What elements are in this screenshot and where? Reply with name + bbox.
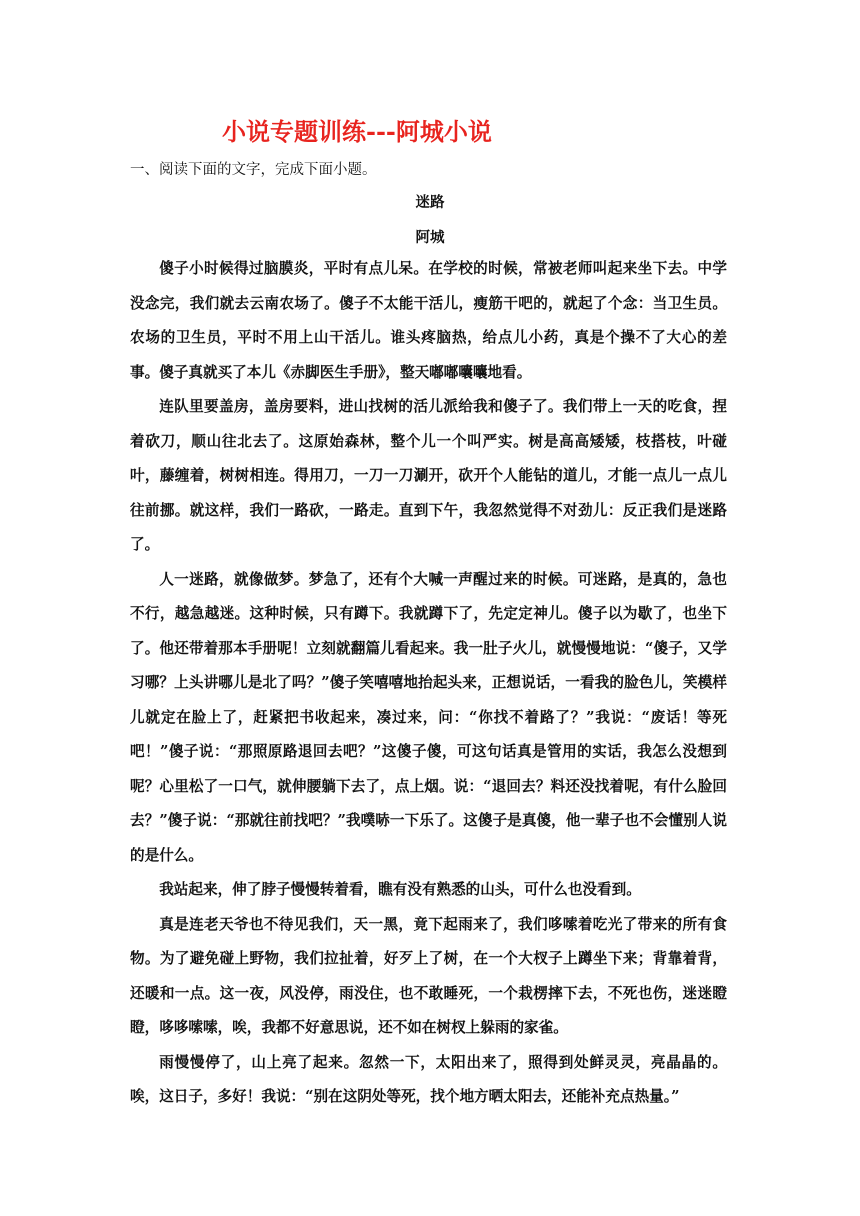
paragraph: 真是连老天爷也不待见我们，天一黑，竟下起雨来了，我们哆嗦着吃光了带来的所有食物。为了避免碰上野物，我们拉扯着，好歹上了树，在一个大杈子上蹲坐下来；背靠着背，还暖和一点。这一夜，风没停，雨没住，也不敢睡死，一个栽楞摔下去，不死也伤，迷迷瞪瞪，哆哆嗦嗦，唉，我都不好意思说，还不如在树杈上躲雨的家雀。 [130, 915, 727, 1036]
paragraph: 傻子小时候得过脑膜炎，平时有点儿呆。在学校的时候，常被老师叫起来坐下去。中学没念完，我们就去云南农场了。傻子不太能干活儿，瘦筋干吧的，就起了个念：当卫生员。农场的卫生员，平时不用上山干活儿。谁头疼脑热，给点儿小药，真是个操不了大心的差事。傻子真就买了本儿《赤脚医生手册》，整天嘟嘟囔囔地看。 [130, 260, 727, 381]
paragraph: 连队里要盖房，盖房要料，进山找树的活儿派给我和傻子了。我们带上一天的吃食，捏着砍刀，顺山往北去了。这原始森林，整个儿一个叫严实。树是高高矮矮，枝搭枝，叶碰叶，藤缠着，树树相连。得用刀，一刀一刀涮开，砍开个人能钻的道儿，才能一点儿一点儿往前挪。就这样，我们一路砍，一路走。直到下午，我忽然觉得不对劲儿：反正我们是迷路了。 [130, 398, 727, 553]
paragraph: 我站起来，伸了脖子慢慢转着看，瞧有没有熟悉的山头，可什么也没看到。 [159, 881, 641, 898]
story-author: 阿城 [415, 229, 445, 246]
story-title: 迷路 [415, 194, 445, 211]
document-title: 小说专题训练---阿城小说 [222, 117, 492, 146]
story-body [130, 252, 727, 1115]
paragraph: 雨慢慢停了，山上亮了起来。忽然一下，太阳出来了，照得到处鲜灵灵，亮晶晶的。唉，这日子，多好！我说：“别在这阴处等死，找个地方晒太阳去，还能补充点热量。” [130, 1053, 727, 1105]
paragraph: 人一迷路，就像做梦。梦急了，还有个大喊一声醒过来的时候。可迷路，是真的，急也不行，越急越迷。这种时候，只有蹲下。我就蹲下了，先定定神儿。傻子以为歇了，也坐下了。他还带着那本手册呢！立刻就翻篇儿看起来。我一肚子火儿，就慢慢地说：“傻子，又学习哪？上头讲哪儿是北了吗？”傻子笑嘻嘻地抬起头来，正想说话，一看我的脸色儿，笑模样儿就定在脸上了，赶紧把书收起来，凑过来，问：“你找不着路了？”我说：“废话！等死吧！”傻子说：“那照原路退回去吧？”这傻子傻，可这句话真是管用的实话，我怎么没想到呢？心里松了一口气，就伸腰躺下去了，点上烟。说：“退回去？料还没找着呢，有什么脸回去？”傻子说：“那就往前找吧？”我噗哧一下乐了。这傻子是真傻，他一辈子也不会懂别人说的是什么。 [130, 570, 727, 864]
question-heading: 一、阅读下面的文字，完成下面小题。 [130, 162, 377, 178]
